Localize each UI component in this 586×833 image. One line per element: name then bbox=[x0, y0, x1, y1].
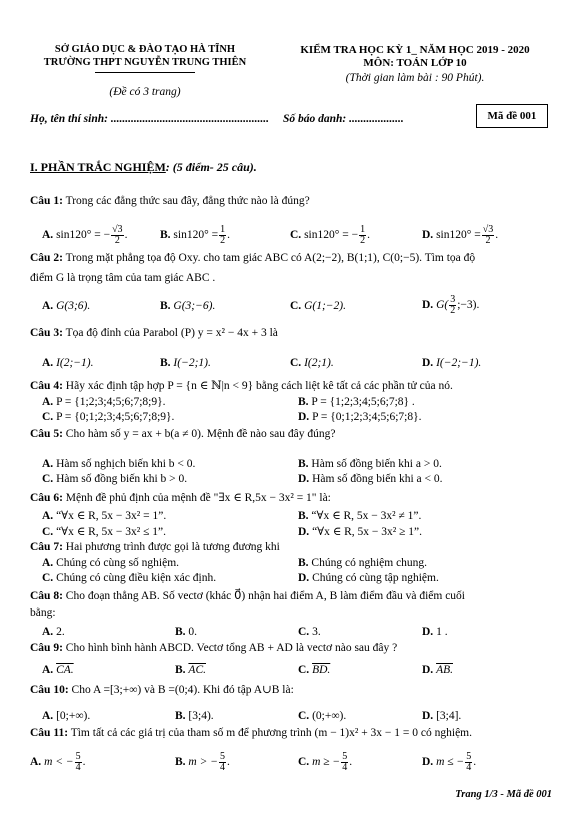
option-text: (0;+∞). bbox=[312, 710, 347, 722]
option-label: C. bbox=[42, 572, 54, 584]
option-text: G( bbox=[436, 299, 449, 312]
q5-option-c[interactable] bbox=[42, 473, 187, 485]
time-note: (Thời gian làm bài : 90 Phút). bbox=[345, 72, 485, 84]
numerator: 5 bbox=[466, 751, 472, 762]
q10-option-c[interactable] bbox=[298, 710, 346, 722]
q1-option-b[interactable]: B. sin120° = $\frac{1}{2}$ . bbox=[160, 224, 230, 246]
option-text: G(3;6). bbox=[56, 300, 91, 312]
denominator: 4 bbox=[75, 762, 81, 773]
numerator: √3 bbox=[112, 224, 123, 235]
option-text: BD. bbox=[312, 664, 331, 676]
option-text: 3. bbox=[312, 626, 321, 638]
question-1 bbox=[30, 195, 310, 207]
option-text: “∀x ∈ R, 5x − 3x² = 1”. bbox=[56, 510, 167, 522]
q4-option-b[interactable] bbox=[298, 396, 415, 408]
question-8 bbox=[30, 588, 465, 602]
question-text-cont: bằng: bbox=[30, 607, 56, 619]
option-label: A. bbox=[42, 510, 54, 522]
q7-option-b[interactable] bbox=[298, 557, 427, 569]
option-text: “∀x ∈ R, 5x − 3x² ≥ 1”. bbox=[312, 526, 423, 538]
option-label: A. bbox=[42, 557, 54, 569]
question-number: Câu 9: bbox=[30, 642, 63, 654]
option-text: sin120° = bbox=[436, 229, 481, 242]
q2-option-d[interactable] bbox=[422, 295, 479, 316]
option-text: I(2;1). bbox=[304, 357, 334, 369]
option-text: 2. bbox=[56, 626, 65, 638]
fraction bbox=[449, 295, 456, 316]
option-label: B. bbox=[298, 396, 309, 408]
option-label: D. bbox=[422, 664, 434, 676]
exam-code-box bbox=[476, 104, 548, 128]
question-text: Cho A =[3;+∞) và B =(0;4). Khi đó tập A∪B là: bbox=[71, 684, 294, 696]
section-title bbox=[30, 160, 257, 175]
fraction bbox=[111, 225, 124, 246]
option-text: Chúng có cùng tập nghiệm. bbox=[312, 572, 439, 584]
option-text: m ≥ − bbox=[312, 756, 341, 769]
question-10 bbox=[30, 682, 294, 696]
option-label: A. bbox=[42, 626, 54, 638]
q8-option-a[interactable] bbox=[42, 626, 65, 638]
fraction bbox=[465, 752, 472, 773]
option-label: D. bbox=[422, 756, 434, 769]
option-label: D. bbox=[422, 357, 434, 369]
question-number: Câu 10: bbox=[30, 684, 69, 696]
option-label: A. bbox=[30, 756, 42, 769]
numerator: 5 bbox=[342, 751, 348, 762]
option-label: D. bbox=[298, 411, 310, 423]
option-label: B. bbox=[175, 710, 186, 722]
q7-option-a[interactable] bbox=[42, 557, 179, 569]
question-text: Mệnh đề phủ định của mệnh đề "∃x ∈ R,5x − 3x² = 1" là: bbox=[65, 492, 331, 504]
option-label: B. bbox=[175, 756, 186, 769]
option-label: C. bbox=[298, 710, 310, 722]
denominator: 4 bbox=[220, 762, 225, 773]
option-text: G(1;−2). bbox=[304, 300, 346, 312]
option-label: C. bbox=[290, 229, 302, 242]
q3-option-a[interactable] bbox=[42, 357, 94, 369]
option-label: B. bbox=[160, 357, 171, 369]
option-label: C. bbox=[42, 473, 54, 485]
option-label: C. bbox=[298, 756, 310, 769]
q2-option-c[interactable] bbox=[290, 300, 346, 312]
q7-option-d[interactable] bbox=[298, 572, 439, 584]
q9-option-a[interactable] bbox=[42, 664, 74, 676]
section-name: I. PHẦN TRẮC NGHIỆM bbox=[30, 160, 166, 174]
q7-option-c[interactable] bbox=[42, 572, 216, 584]
question-7 bbox=[30, 541, 280, 553]
option-label: B. bbox=[160, 229, 171, 242]
option-label: A. bbox=[42, 357, 54, 369]
question-text: Tọa độ đỉnh của Parabol (P) y = x² − 4x + 3 là bbox=[65, 327, 278, 339]
option-label: A. bbox=[42, 664, 54, 676]
option-label: B. bbox=[175, 626, 186, 638]
q1-option-a[interactable]: A. sin120° = − $\frac{√3}{2}$ . bbox=[42, 224, 128, 246]
option-text: Chúng có cùng điều kiện xác định. bbox=[56, 572, 217, 584]
q8-option-c[interactable] bbox=[298, 626, 321, 638]
q4-option-c[interactable] bbox=[42, 411, 174, 423]
q6-option-a[interactable] bbox=[42, 508, 166, 522]
option-text: CA. bbox=[56, 664, 74, 676]
option-label: B. bbox=[175, 664, 186, 676]
numerator: 5 bbox=[220, 751, 225, 762]
option-label: D. bbox=[422, 299, 434, 312]
question-2 bbox=[30, 252, 475, 264]
pages-note: (Đề có 3 trang) bbox=[109, 86, 181, 98]
option-text: Hàm số đồng biến khi a > 0. bbox=[311, 458, 442, 470]
question-number: Câu 7: bbox=[30, 541, 63, 553]
numerator: 1 bbox=[360, 224, 366, 235]
option-text: [3;4]. bbox=[436, 710, 462, 722]
question-text: Tìm tất cả các giá trị của tham số m để phương trình (m − 1)x² + 3x − 1 = 0 có nghiệm. bbox=[70, 727, 473, 739]
question-text: Trong mặt phẳng tọa độ Oxy. cho tam giác ABC có A(2;−2), B(1;1), C(0;−5). Tìm tọa độ bbox=[65, 252, 476, 264]
q11-option-c[interactable]: C. m ≥ − $\frac{5}{4}$ . bbox=[298, 751, 353, 773]
option-text: Chúng có nghiệm chung. bbox=[311, 557, 428, 569]
option-text: sin120° = − bbox=[304, 229, 359, 242]
question-text-cont: điểm G là trọng tâm của tam giác ABC . bbox=[30, 272, 216, 284]
question-text: Cho đoạn thẳng AB. Số vectơ (khác 0⃗) nhận hai điểm A, B làm điểm đầu và điểm cuối bbox=[65, 590, 465, 602]
q6-option-d[interactable] bbox=[298, 524, 422, 538]
subject-title: MÔN: TOÁN LỚP 10 bbox=[363, 57, 467, 69]
question-text: Hãy xác định tập hợp P = {n ∈ ℕ|n < 9} bằng cách liệt kê tất cả các phần tử của nó. bbox=[65, 380, 453, 392]
q3-option-b[interactable] bbox=[160, 357, 211, 369]
question-3 bbox=[30, 327, 278, 339]
denominator: 2 bbox=[114, 235, 120, 246]
denominator: 2 bbox=[220, 235, 226, 246]
option-text: AB. bbox=[436, 664, 453, 676]
option-label: B. bbox=[160, 300, 171, 312]
option-label: A. bbox=[42, 458, 54, 470]
option-text: P = {0;1;2;3;4;5;6;7;8;9}. bbox=[56, 411, 175, 423]
option-text: 1 . bbox=[436, 626, 448, 638]
sbd-field: Số báo danh: ................... bbox=[283, 113, 404, 125]
q9-option-b[interactable] bbox=[175, 664, 206, 676]
option-text: [3;4). bbox=[188, 710, 214, 722]
question-number: Câu 3: bbox=[30, 327, 63, 339]
fraction bbox=[75, 752, 82, 773]
option-text-end: ;−3). bbox=[457, 299, 480, 312]
question-number: Câu 5: bbox=[30, 428, 63, 440]
question-number: Câu 4: bbox=[30, 380, 63, 392]
option-text: Hàm số đồng biến khi b > 0. bbox=[56, 473, 188, 485]
q9-option-c[interactable] bbox=[298, 664, 330, 676]
question-5 bbox=[30, 428, 335, 440]
exam-title: KIỂM TRA HỌC KỲ 1_ NĂM HỌC 2019 - 2020 bbox=[300, 44, 530, 56]
q11-option-d[interactable]: D. m ≤ − $\frac{5}{4}$ . bbox=[422, 751, 477, 773]
option-label: B. bbox=[298, 510, 309, 522]
q5-option-b[interactable] bbox=[298, 458, 442, 470]
option-text: Chúng có cùng số nghiệm. bbox=[56, 557, 180, 569]
option-label: A. bbox=[42, 300, 54, 312]
name-field: Họ, tên thí sinh: ....................................................... bbox=[30, 113, 269, 125]
option-text: m < − bbox=[44, 756, 74, 769]
option-label: D. bbox=[298, 473, 310, 485]
question-number: Câu 6: bbox=[30, 492, 63, 504]
section-points: : (5 điểm- 25 câu). bbox=[165, 160, 257, 174]
dept-name: SỞ GIÁO DỤC & ĐÀO TẠO HÀ TĨNH bbox=[54, 44, 236, 55]
denominator: 2 bbox=[485, 235, 491, 246]
fraction bbox=[341, 752, 348, 773]
question-text: Cho hình bình hành ABCD. Vectơ tổng AB + AD là vectơ nào sau đây ? bbox=[65, 642, 398, 654]
option-label: D. bbox=[422, 626, 434, 638]
question-number: Câu 8: bbox=[30, 590, 63, 602]
numerator: 1 bbox=[220, 224, 226, 235]
option-label: C. bbox=[298, 664, 310, 676]
question-number: Câu 2: bbox=[30, 252, 63, 264]
q11-option-a[interactable]: A. m < − $\frac{5}{4}$ . bbox=[30, 751, 86, 773]
q11-option-b[interactable]: B. m > − $\frac{5}{4}$ . bbox=[175, 751, 230, 773]
question-number: Câu 1: bbox=[30, 195, 63, 207]
question-number: Câu 11: bbox=[30, 727, 69, 739]
question-text: Trong các đẳng thức sau đây, đẳng thức nào là đúng? bbox=[65, 195, 310, 207]
option-label: D. bbox=[298, 572, 310, 584]
option-text: m > − bbox=[188, 756, 218, 769]
q10-option-a[interactable] bbox=[42, 710, 90, 722]
option-label: A. bbox=[42, 710, 54, 722]
option-text: Hàm số nghịch biến khi b < 0. bbox=[56, 458, 196, 470]
option-text: P = {1;2;3;4;5;6;7;8;9}. bbox=[56, 396, 166, 408]
numerator: 3 bbox=[450, 294, 456, 305]
option-label: D. bbox=[298, 526, 310, 538]
denominator: 2 bbox=[450, 305, 456, 316]
q6-option-b[interactable] bbox=[298, 508, 421, 522]
option-text: AC. bbox=[188, 664, 206, 676]
header-divider bbox=[95, 72, 195, 73]
q10-option-b[interactable] bbox=[175, 710, 214, 722]
q1-option-c[interactable]: C. sin120° = − $\frac{1}{2}$ . bbox=[290, 224, 370, 246]
option-label: C. bbox=[298, 626, 310, 638]
option-label: C. bbox=[42, 411, 54, 423]
exam-code: Mã đề 001 bbox=[487, 110, 537, 122]
denominator: 2 bbox=[360, 235, 366, 246]
q1-option-d[interactable]: D. sin120° = $\frac{√3}{2}$ . bbox=[422, 224, 499, 246]
option-text: “∀x ∈ R, 5x − 3x² ≠ 1”. bbox=[311, 510, 422, 522]
option-text: m ≤ − bbox=[436, 756, 465, 769]
q2-option-a[interactable] bbox=[42, 300, 90, 312]
school-name: TRƯỜNG THPT NGUYỄN TRUNG THIÊN bbox=[43, 57, 247, 68]
q6-option-c[interactable] bbox=[42, 524, 166, 538]
q2-option-b[interactable] bbox=[160, 300, 215, 312]
option-text: I(2;−1). bbox=[56, 357, 94, 369]
q4-option-d[interactable] bbox=[298, 411, 422, 423]
option-text: P = {0;1;2;3;4;5;6;7;8}. bbox=[312, 411, 422, 423]
question-9 bbox=[30, 642, 397, 654]
option-label: B. bbox=[298, 557, 309, 569]
q4-option-a[interactable] bbox=[42, 396, 166, 408]
option-text: 0. bbox=[188, 626, 198, 638]
option-text: I(−2;−1). bbox=[436, 357, 482, 369]
fraction bbox=[219, 752, 226, 773]
fraction bbox=[359, 225, 366, 246]
option-label: C. bbox=[290, 300, 302, 312]
option-label: A. bbox=[42, 396, 54, 408]
option-label: D. bbox=[422, 710, 434, 722]
fraction bbox=[482, 225, 495, 246]
denominator: 4 bbox=[466, 762, 472, 773]
question-4 bbox=[30, 378, 453, 392]
q5-option-a[interactable] bbox=[42, 458, 195, 470]
option-text: P = {1;2;3;4;5;6;7;8} . bbox=[311, 396, 415, 408]
option-label: B. bbox=[298, 458, 309, 470]
denominator: 4 bbox=[342, 762, 348, 773]
question-text: Cho hàm số y = ax + b(a ≠ 0). Mệnh đề nào sau đây đúng? bbox=[65, 428, 336, 440]
option-text: sin120° = − bbox=[56, 229, 111, 242]
option-text: G(3;−6). bbox=[173, 300, 216, 312]
q8-option-b[interactable] bbox=[175, 626, 197, 638]
q3-option-d[interactable] bbox=[422, 357, 481, 369]
page-footer: Trang 1/3 - Mã đề 001 bbox=[455, 789, 552, 800]
option-label: D. bbox=[422, 229, 434, 242]
option-text: [0;+∞). bbox=[56, 710, 91, 722]
numerator: √3 bbox=[482, 224, 494, 235]
option-text: Hàm số đồng biến khi a < 0. bbox=[312, 473, 443, 485]
option-text: I(−2;1). bbox=[173, 357, 211, 369]
option-label: C. bbox=[42, 526, 54, 538]
fraction bbox=[219, 225, 226, 246]
question-11 bbox=[30, 727, 472, 739]
question-6 bbox=[30, 490, 331, 504]
question-text: Hai phương trình được gọi là tương đương khi bbox=[65, 541, 280, 553]
option-label: A. bbox=[42, 229, 54, 242]
q5-option-d[interactable] bbox=[298, 473, 442, 485]
numerator: 5 bbox=[75, 751, 81, 762]
q9-option-d[interactable] bbox=[422, 664, 453, 676]
option-label: C. bbox=[290, 357, 302, 369]
q10-option-d[interactable] bbox=[422, 710, 461, 722]
q3-option-c[interactable] bbox=[290, 357, 334, 369]
q8-option-d[interactable] bbox=[422, 626, 448, 638]
option-text: sin120° = bbox=[173, 229, 219, 242]
option-text: “∀x ∈ R, 5x − 3x² ≤ 1”. bbox=[56, 526, 167, 538]
